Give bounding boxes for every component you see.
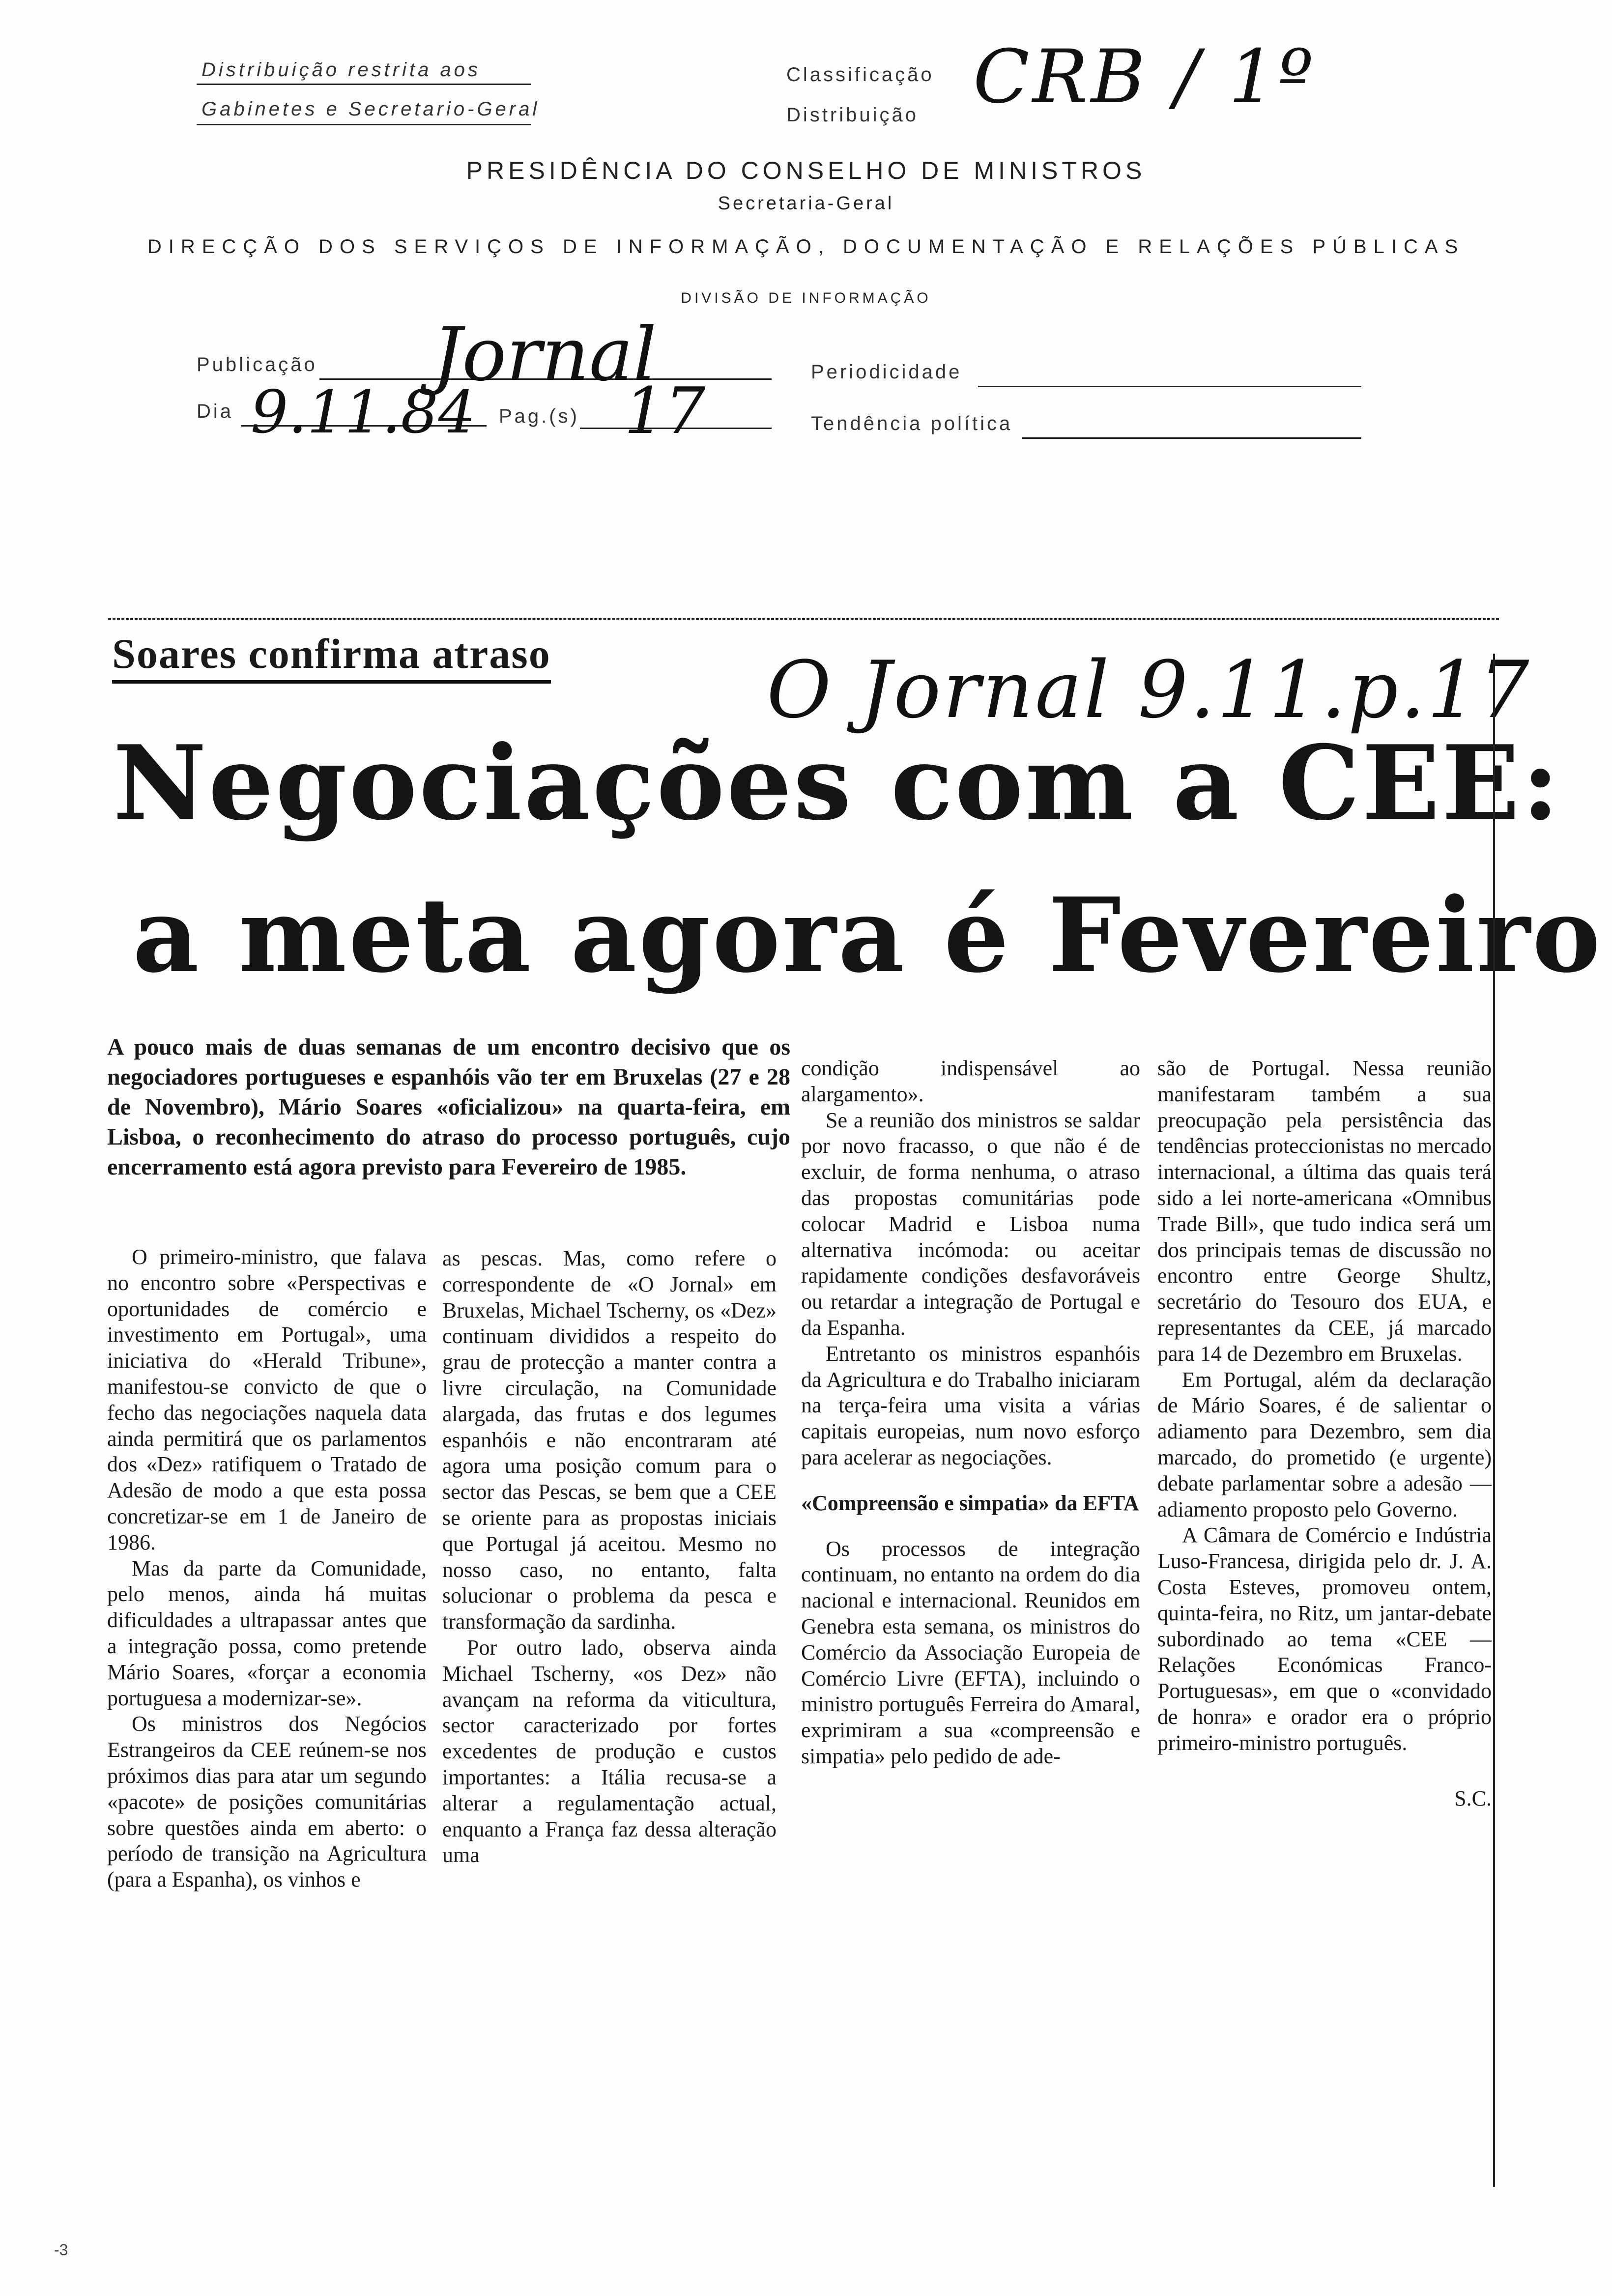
paragraph: as pescas. Mas, como refere o correspondente de «O Jornal» em Bruxelas, Michael Tscherny, os «Dez» continuam divididos a respeito do grau de protecção a manter contra a livre circulação, na Comunidade alargada, das frutas e dos legumes espanhóis e não encontraram até agora uma posição comum para o sector das Pescas, se bem que a CEE se oriente para as propostas iniciais que Portugal já aceitou. Mesmo no nosso caso, no entanto, falta solucionar o problema da pesca e transformação da sardinha. <box>442 1246 777 1634</box>
day-value: 9.11.84 <box>251 378 476 447</box>
article-column-3 <box>801 1056 1140 1770</box>
paragraph: são de Portugal. Nessa reunião manifestaram também a sua preocupação pela persistência das tendências proteccionistas no mercado internacional, a última das quais terá sido a lei norte-americana «Omnibus Trade Bill», que tudo indica será um dos principais temas de discussão no encontro entre George Shultz, secretário do Tesouro dos EUA, e representantes da CEE, já marcado para 14 de Dezembro em Bruxelas. <box>1157 1056 1492 1366</box>
paragraph: Em Portugal, além da declaração de Mário Soares, é de salientar o adiamento para Dezembro, sem dia marcado, do prometido (e urgente) debate parlamentar sobre a adesão — adiamento proposto pelo Governo. <box>1157 1367 1492 1521</box>
paragraph: Por outro lado, observa ainda Michael Tscherny, «os Dez» não avançam na reforma da viticultura, sector caracterizado por fortes excedentes de produção e custos importantes: a Itália recusa-se a alterar a regulamentação actual, enquanto a França faz dessa alteração uma <box>442 1635 777 1867</box>
tendency-field-line <box>1022 437 1361 439</box>
paragraph: Se a reunião dos ministros se saldar por novo fracasso, o que não é de excluir, de forma nenhuma, o atraso das propostas comunitárias pode colocar Madrid e Lisboa numa alternativa incómoda: ou aceitar rapidamente condições desfavoráveis ou retardar a integração de Portugal e da Espanha. <box>801 1108 1140 1340</box>
division-title: DIVISÃO DE INFORMAÇÃO <box>681 290 931 306</box>
distribution-underline-1 <box>197 84 531 85</box>
organization-title: PRESIDÊNCIA DO CONSELHO DE MINISTROS <box>466 157 1146 184</box>
clipping-top-rule <box>108 618 1499 620</box>
paragraph: A Câmara de Comércio e Indústria Luso-Francesa, dirigida pelo dr. J. A. Costa Esteves, promoveu ontem, quinta-feira, no Ritz, um jantar-debate subordinado ao tema «CEE — Relações Económicas Franco-Portuguesas», em que o «convidado de honra» e orador era o próprio primeiro-ministro português. <box>1157 1523 1492 1755</box>
headline-line-2: a meta agora é Fevereiro <box>133 876 1603 996</box>
secretariat-title: Secretaria-Geral <box>718 193 894 214</box>
article-column-1 <box>107 1244 427 1893</box>
headline-line-1: Negociações com a CEE: <box>113 723 1561 843</box>
corner-mark: -3 <box>54 2241 68 2259</box>
clipping-edge-line <box>1493 654 1495 2187</box>
classification-handwritten: CRB / 1º <box>973 34 1316 120</box>
paragraph: Os processos de integração continuam, no entanto na ordem do dia nacional e internacional. Reunidos em Genebra esta semana, os ministros do Comércio da Associação Europeia de Comércio Livre (EFTA), incluindo o ministro português Ferreira do Amaral, exprimiram a sua «compreensão e simpatia» pelo pedido de ade- <box>801 1536 1140 1768</box>
page-value: 17 <box>624 373 706 448</box>
page-label: Pag.(s) <box>499 405 579 427</box>
paragraph: O primeiro-ministro, que falava no encontro sobre «Perspectivas e oportunidades de comércio e investimento em Portugal», uma iniciativa do «Herald Tribune», manifestou-se convicto de que o fecho das negociações naquela data ainda permitirá que os parlamentos dos «Dez» ratifiquem o Tratado de Adesão de modo a que esta possa concretizar-se em 1 de Janeiro de 1986. <box>107 1245 427 1554</box>
publication-label: Publicação <box>197 354 317 375</box>
distribution-line-2: Gabinetes e Secretario-Geral <box>202 98 540 120</box>
distribution-underline-2 <box>197 124 531 125</box>
tendency-label: Tendência política <box>811 413 1013 434</box>
distribution-line-1: Distribuição restrita aos <box>202 59 481 81</box>
paragraph: condição indispensável ao alargamento». <box>801 1056 1140 1106</box>
handwritten-source-note: O Jornal 9.11.p.17 <box>767 644 1531 736</box>
directorate-title: DIRECÇÃO DOS SERVIÇOS DE INFORMAÇÃO, DOCUMENTAÇÃO E RELAÇÕES PÚBLICAS <box>147 236 1465 258</box>
classification-label: Classificação <box>786 64 934 86</box>
article-column-4 <box>1157 1056 1492 1811</box>
paragraph: Mas da parte da Comunidade, pelo menos, ainda há muitas dificuldades a ultrapassar antes que a integração possa, como pretende Mário Soares, «forçar a economia portuguesa a modernizar-se». <box>107 1556 427 1710</box>
article-lead: A pouco mais de duas semanas de um encontro decisivo que os negociadores portugueses e espanhóis vão ter em Bruxelas (27 e 28 de Novembro), Mário Soares «oficializou» na quarta-feira, em Lisboa, o reconhecimento do atraso do processo português, cujo encerramento está agora previsto para Fevereiro de 1985. <box>107 1034 790 1180</box>
article-column-2 <box>442 1246 777 1868</box>
publication-value: Jornal <box>432 312 657 398</box>
paragraph: Os ministros dos Negócios Estrangeiros da CEE reúnem-se nos próximos dias para atar um segundo «pacote» de posições comunitárias sobre questões ainda em aberto: o período de transição na Agricultura (para a Espanha), os vinhos e <box>107 1712 427 1892</box>
article-kicker: Soares confirma atraso <box>112 629 551 684</box>
day-label: Dia <box>197 401 234 422</box>
section-subhead: «Compreensão e simpatia» da EFTA <box>801 1491 1139 1515</box>
periodicity-field-line <box>978 386 1361 387</box>
periodicity-label: Periodicidade <box>811 361 962 383</box>
paragraph: Entretanto os ministros espanhóis da Agricultura e do Trabalho iniciaram na terça-feira uma visita a várias capitais europeias, num novo esforço para acelerar as negociações. <box>801 1341 1140 1469</box>
article-signature: S.C. <box>1454 1786 1492 1810</box>
distribution-label: Distribuição <box>786 104 919 126</box>
